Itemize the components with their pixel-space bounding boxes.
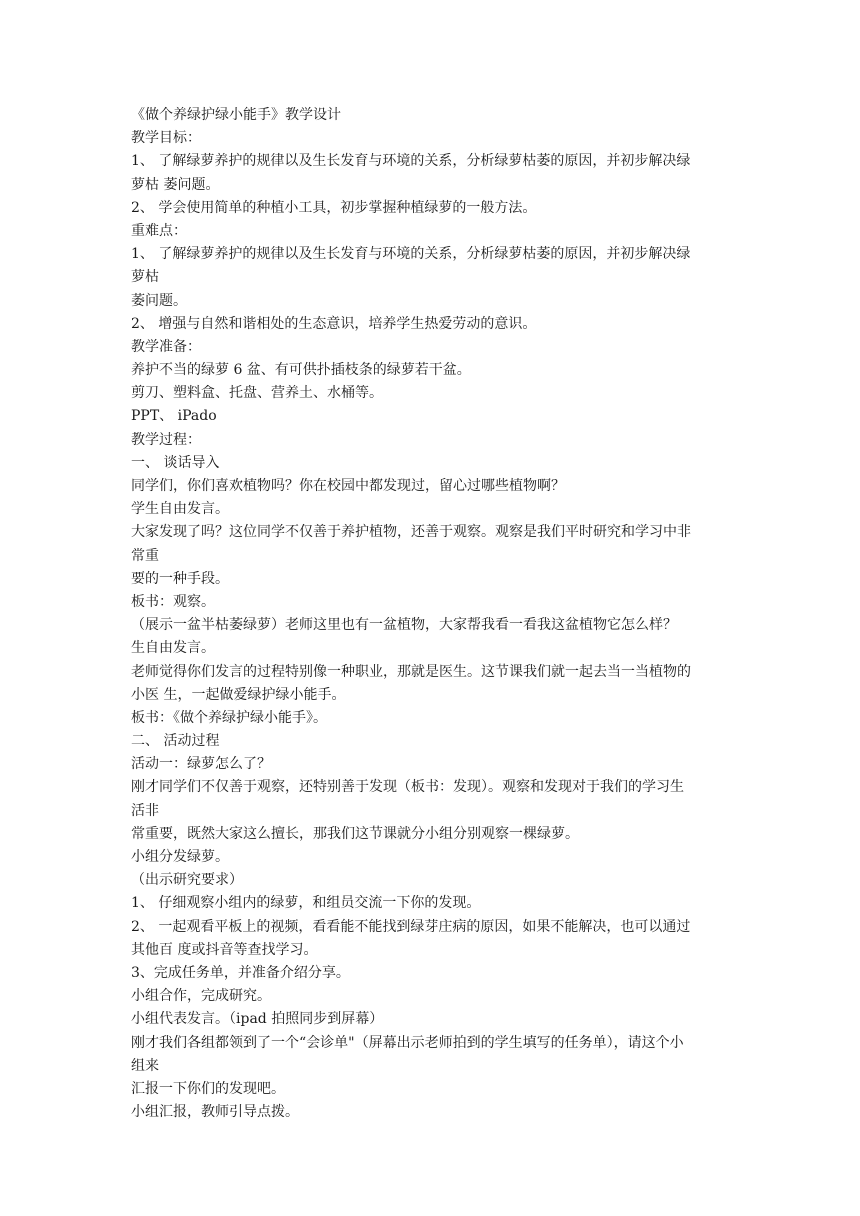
subsection-heading: 一、 谈话导入 xyxy=(131,454,220,471)
document-body xyxy=(131,104,736,1124)
text-line: 萝枯 萎问题。 xyxy=(131,176,220,193)
text-line: 其他百 度或抖音等查找学习。 xyxy=(131,941,318,958)
text-line: 1、 了解绿萝养护的规律以及生长发育与环境的关系，分析绿萝枯萎的原因，并初步解决绿 xyxy=(131,246,691,263)
text-line: （展示一盆半枯萎绿萝）老师这里也有一盆植物，大家帮我看一看我这盆植物它怎么样？ xyxy=(131,617,677,634)
text-line: 同学们，你们喜欢植物吗？你在校园中都发现过，留心过哪些植物啊？ xyxy=(131,478,565,494)
text-line: 要的一种手段。 xyxy=(131,570,229,587)
text-line: 组来 xyxy=(131,1057,159,1074)
section-heading-objectives: 教学目标： xyxy=(131,130,201,147)
text-line: 萝枯 xyxy=(131,269,159,286)
text-line: 生自由发言。 xyxy=(131,640,215,657)
text-line: 养护不当的绿萝 6 盆、有可供扑插枝条的绿萝若干盆。 xyxy=(131,362,471,379)
section-heading-process: 教学过程： xyxy=(131,431,201,448)
text-line: PPT、 iPado xyxy=(131,408,217,425)
text-line: 1、 仔细观察小组内的绿萝，和组员交流一下你的发现。 xyxy=(131,895,481,912)
text-line: 小组代表发言。（ipad 拍照同步到屏幕） xyxy=(131,1011,384,1028)
text-line: 活动一：绿萝怎么了？ xyxy=(131,756,271,773)
subsection-heading: 二、 活动过程 xyxy=(131,733,220,750)
text-line: 剪刀、塑料盒、托盘、营养土、水桶等。 xyxy=(131,385,383,402)
section-heading-key-points: 重难点： xyxy=(131,222,187,239)
text-line: 学生自由发言。 xyxy=(131,501,229,518)
text-line: 小组汇报，教师引导点拨。 xyxy=(131,1104,299,1121)
text-line: 常重要，既然大家这么擅长，那我们这节课就分小组分别观察一棵绿萝。 xyxy=(131,825,579,842)
text-line: 萎问题。 xyxy=(131,292,187,309)
text-line: 3、完成任务单，并准备介绍分享。 xyxy=(131,964,350,981)
text-line: 大家发现了吗？这位同学不仅善于养护植物，还善于观察。观察是我们平时研究和学习中非 xyxy=(131,524,691,541)
text-line: 汇报一下你们的发现吧。 xyxy=(131,1080,285,1097)
text-line: 板书：观察。 xyxy=(131,593,215,610)
text-line: （出示研究要求） xyxy=(131,872,243,889)
text-line: 2、 学会使用简单的种植小工具，初步掌握种植绿萝的一般方法。 xyxy=(131,199,537,216)
text-line: 小组合作，完成研究。 xyxy=(131,988,271,1005)
text-line: 活非 xyxy=(131,802,159,819)
document-title: 《做个养绿护绿小能手》教学设计 xyxy=(131,107,341,123)
text-line: 板书：《做个养绿护绿小能手》。 xyxy=(131,709,327,726)
text-line: 刚才我们各组都领到了一个“会诊单"（屏幕出示老师拍到的学生填写的任务单），请这个小 xyxy=(131,1034,684,1051)
text-line: 老师觉得你们发言的过程特别像一种职业，那就是医生。这节课我们就一起去当一当植物的 xyxy=(131,663,691,680)
text-line: 1、 了解绿萝养护的规律以及生长发育与环境的关系，分析绿萝枯萎的原因，并初步解决绿 xyxy=(131,153,691,170)
text-line: 小组分发绿萝。 xyxy=(131,849,229,865)
text-line: 常重 xyxy=(131,547,159,564)
text-line: 小医 生，一起做爱绿护绿小能手。 xyxy=(131,686,346,703)
text-line: 2、 增强与自然和谐相处的生态意识，培养学生热爱劳动的意识。 xyxy=(131,315,537,332)
section-heading-preparation: 教学准备： xyxy=(131,338,201,355)
text-line: 刚才同学们不仅善于观察，还特别善于发现（板书：发现）。观察和发现对于我们的学习生 xyxy=(131,779,684,796)
text-line: 2、 一起观看平板上的视频，看看能不能找到绿芽庄病的原因，如果不能解决，也可以通过 xyxy=(131,918,691,935)
